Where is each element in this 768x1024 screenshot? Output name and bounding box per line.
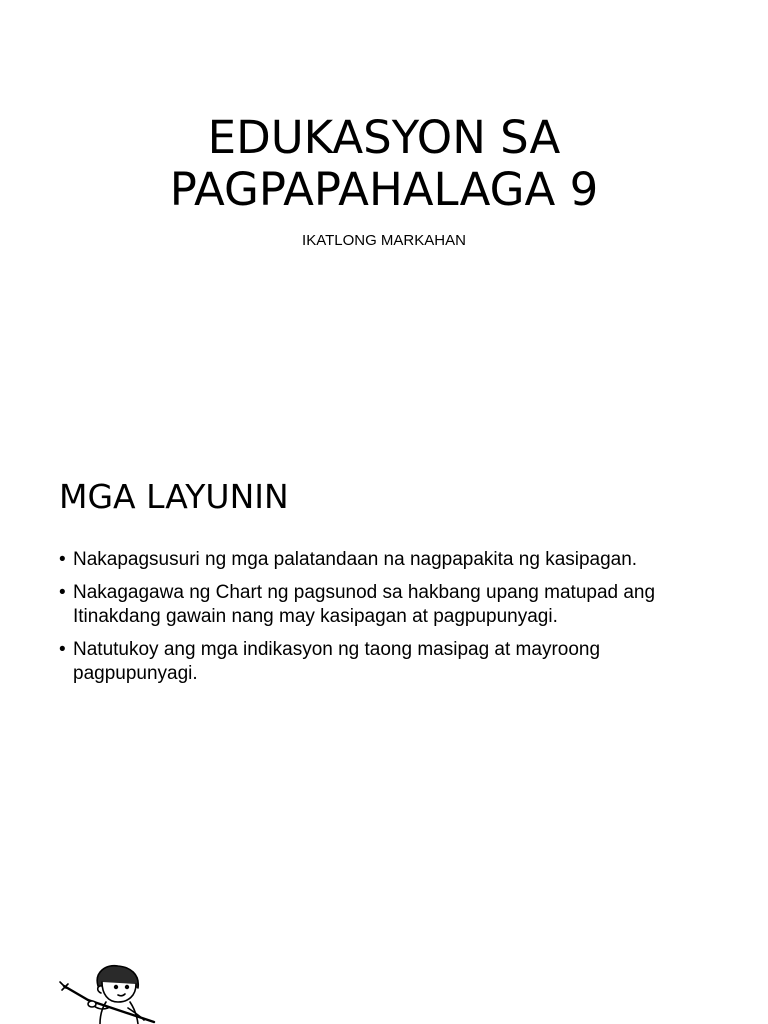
slide-title-line-2: PAGPAPAHALAGA 9 (169, 163, 599, 216)
slide-subtitle: IKATLONG MARKAHAN (302, 232, 466, 249)
objective-item (59, 638, 709, 686)
objective-text: Nakagagawa ng Chart ng pagsunod sa hakbang upang matupad ang Itinakdang gawain nang may kasipagan at pagpupunyagi. (73, 582, 656, 627)
bullet-icon: • (59, 639, 66, 660)
slide-title-line-1: EDUKASYON SA (207, 111, 561, 164)
title-slide (0, 0, 768, 420)
objective-item (59, 581, 709, 629)
objective-text: Nakapagsusuri ng mga palatandaan na nagpapakita ng kasipagan. (73, 549, 638, 570)
objectives-list (59, 548, 709, 695)
slide-title (0, 112, 768, 216)
objectives-slide (0, 420, 768, 1024)
objective-item (59, 548, 709, 572)
bullet-icon: • (59, 582, 66, 603)
objectives-heading: MGA LAYUNIN (59, 477, 289, 516)
bullet-icon: • (59, 549, 66, 570)
child-with-stick-icon (58, 960, 158, 1024)
objective-text: Natutukoy ang mga indikasyon ng taong masipag at mayroong pagpupunyagi. (73, 639, 601, 684)
